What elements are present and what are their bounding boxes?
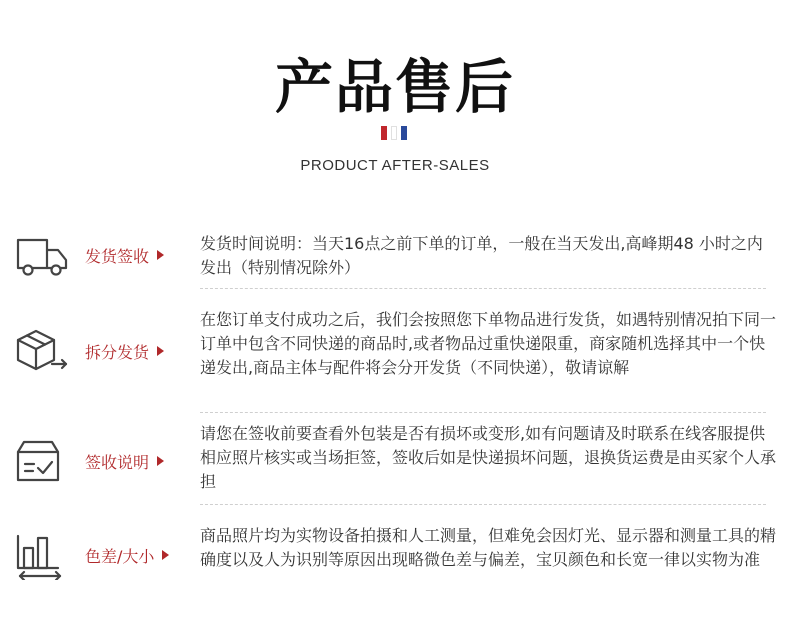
section-label-text: 发货签收: [85, 247, 150, 266]
section-label: [85, 544, 185, 567]
flag-stripe-white: [391, 126, 397, 140]
delivery-truck-icon: [14, 232, 70, 280]
section-label-text: 色差/大小: [85, 547, 155, 566]
section-label: [85, 244, 185, 267]
page-subtitle: PRODUCT AFTER-SALES: [300, 157, 490, 174]
triangle-right-icon: [157, 346, 164, 356]
section-label-text: 拆分发货: [85, 343, 150, 362]
flag-stripe-red: [381, 126, 387, 140]
inbox-check-icon: [14, 438, 70, 486]
flag-divider: [381, 126, 409, 140]
section-text: 请您在签收前要查看外包装是否有损坏或变形,如有问题请及时联系在线客服提供相应照片核实或当场拒签，签收后如是快递损坏问题，退换货运费是由买家个人承担: [200, 424, 777, 491]
triangle-right-icon: [157, 456, 164, 466]
flag-stripe-blue: [401, 126, 407, 140]
page-title: 产品售后: [274, 53, 515, 121]
section-text: 发货时间说明：当天16点之前下单的订单，一般在当天发出,高峰期48 小时之内发出（特别情况除外）: [200, 234, 763, 277]
divider: [200, 288, 766, 289]
header: [0, 0, 790, 200]
divider: [200, 504, 766, 505]
section-label-text: 签收说明: [85, 453, 150, 472]
package-split-icon: [14, 326, 70, 374]
section-label: [85, 450, 185, 473]
triangle-right-icon: [157, 250, 164, 260]
size-measure-icon: [14, 532, 70, 580]
section-label: [85, 340, 185, 363]
triangle-right-icon: [162, 550, 169, 560]
divider: [200, 412, 766, 413]
section-text: 商品照片均为实物设备拍摄和人工测量，但难免会因灯光、显示器和测量工具的精确度以及人为识别等原因出现略微色差与偏差，宝贝颜色和长宽一律以实物为准: [200, 526, 777, 569]
section-text: 在您订单支付成功之后，我们会按照您下单物品进行发货，如遇特别情况拍下同一订单中包含不同快递的商品时,或者物品过重快递限重，商家随机选择其中一个快递发出,商品主体与配件将会分开发货（不同快递），敬请谅解: [200, 310, 777, 377]
